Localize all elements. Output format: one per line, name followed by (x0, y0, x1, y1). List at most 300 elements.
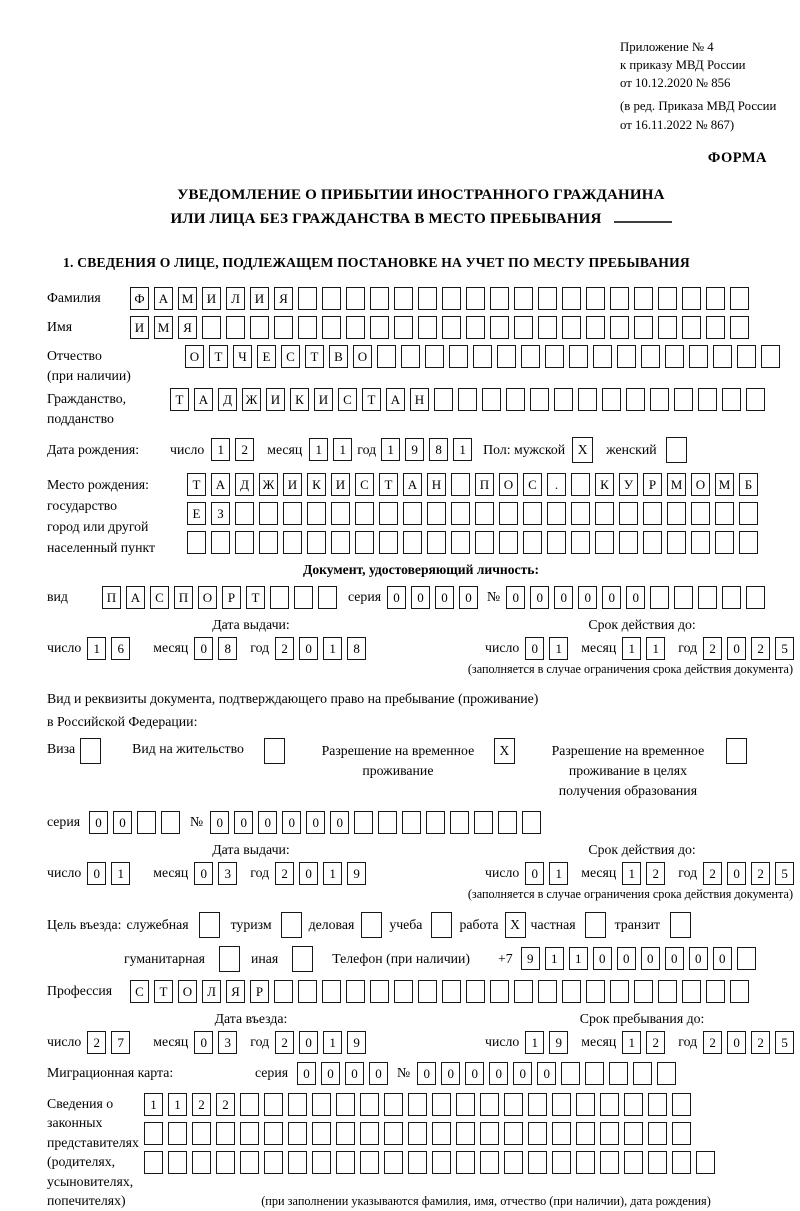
form-cell[interactable]: С (150, 586, 169, 609)
form-cell[interactable] (657, 1062, 676, 1085)
form-cell[interactable]: 0 (369, 1062, 388, 1085)
form-cell[interactable]: 0 (641, 947, 660, 970)
form-cell[interactable]: О (185, 345, 204, 368)
form-cell[interactable]: 0 (441, 1062, 460, 1085)
form-cell[interactable]: 0 (113, 811, 132, 834)
form-cell[interactable] (355, 531, 374, 554)
form-cell[interactable]: С (523, 473, 542, 496)
form-cell[interactable] (600, 1093, 619, 1116)
form-cell[interactable]: 0 (435, 586, 454, 609)
form-cell[interactable] (739, 502, 758, 525)
form-cell[interactable]: 5 (775, 862, 794, 885)
form-cell[interactable] (634, 287, 653, 310)
form-cell[interactable]: Ж (242, 388, 261, 411)
form-cell[interactable]: Е (187, 502, 206, 525)
form-cell[interactable] (634, 980, 653, 1003)
form-cell[interactable] (722, 586, 741, 609)
form-cell[interactable] (427, 531, 446, 554)
form-cell[interactable] (538, 287, 557, 310)
form-cell[interactable]: Е (257, 345, 276, 368)
form-cell[interactable]: 0 (617, 947, 636, 970)
stay-month-cells[interactable] (622, 1031, 670, 1054)
form-cell[interactable] (211, 531, 230, 554)
form-cell[interactable] (331, 502, 350, 525)
residence-valid-day-cells[interactable] (525, 862, 573, 885)
form-cell[interactable] (449, 345, 468, 368)
birthplace-row2-cells[interactable] (187, 502, 763, 525)
form-cell[interactable]: 2 (703, 1031, 722, 1054)
form-cell[interactable] (264, 1151, 283, 1174)
form-cell[interactable] (648, 1093, 667, 1116)
form-cell[interactable] (466, 316, 485, 339)
form-cell[interactable] (346, 980, 365, 1003)
form-cell[interactable]: 0 (282, 811, 301, 834)
form-cell[interactable] (562, 980, 581, 1003)
form-cell[interactable] (617, 345, 636, 368)
form-cell[interactable]: Л (202, 980, 221, 1003)
form-cell[interactable] (626, 388, 645, 411)
form-cell[interactable] (624, 1093, 643, 1116)
form-cell[interactable] (674, 586, 693, 609)
purpose-private-checkbox[interactable] (585, 912, 611, 938)
form-cell[interactable]: 0 (299, 862, 318, 885)
form-cell[interactable] (264, 738, 285, 764)
form-cell[interactable] (379, 502, 398, 525)
form-cell[interactable] (288, 1122, 307, 1145)
representatives-row3-cells[interactable] (144, 1151, 720, 1174)
form-cell[interactable] (595, 502, 614, 525)
form-cell[interactable] (384, 1122, 403, 1145)
form-cell[interactable] (450, 811, 469, 834)
form-cell[interactable] (264, 1122, 283, 1145)
form-cell[interactable]: . (547, 473, 566, 496)
form-cell[interactable] (474, 811, 493, 834)
form-cell[interactable] (595, 531, 614, 554)
purpose-transit-checkbox[interactable] (670, 912, 696, 938)
form-cell[interactable] (394, 316, 413, 339)
form-cell[interactable] (379, 531, 398, 554)
form-cell[interactable] (610, 316, 629, 339)
form-cell[interactable]: 2 (703, 637, 722, 660)
form-cell[interactable] (298, 287, 317, 310)
form-cell[interactable]: 1 (111, 862, 130, 885)
form-cell[interactable]: 6 (111, 637, 130, 660)
form-cell[interactable]: 0 (321, 1062, 340, 1085)
form-cell[interactable] (545, 345, 564, 368)
form-cell[interactable]: 1 (622, 1031, 641, 1054)
form-cell[interactable] (562, 287, 581, 310)
form-cell[interactable] (706, 316, 725, 339)
form-cell[interactable]: 0 (299, 1031, 318, 1054)
form-cell[interactable] (682, 287, 701, 310)
form-cell[interactable] (307, 502, 326, 525)
form-cell[interactable] (168, 1122, 187, 1145)
form-cell[interactable] (480, 1151, 499, 1174)
female-checkbox[interactable] (666, 437, 692, 463)
form-cell[interactable]: 1 (144, 1093, 163, 1116)
form-cell[interactable] (432, 1122, 451, 1145)
form-cell[interactable] (610, 980, 629, 1003)
form-cell[interactable] (586, 316, 605, 339)
form-cell[interactable]: 0 (345, 1062, 364, 1085)
form-cell[interactable] (521, 345, 540, 368)
form-cell[interactable] (202, 316, 221, 339)
form-cell[interactable] (312, 1122, 331, 1145)
form-cell[interactable]: Т (379, 473, 398, 496)
form-cell[interactable]: Т (187, 473, 206, 496)
form-cell[interactable]: 3 (218, 862, 237, 885)
form-cell[interactable] (361, 912, 382, 938)
form-cell[interactable]: 1 (622, 637, 641, 660)
form-cell[interactable]: 0 (194, 1031, 213, 1054)
form-cell[interactable] (240, 1151, 259, 1174)
form-cell[interactable] (672, 1151, 691, 1174)
form-cell[interactable]: 0 (89, 811, 108, 834)
form-cell[interactable] (384, 1093, 403, 1116)
form-cell[interactable] (144, 1122, 163, 1145)
form-cell[interactable] (490, 980, 509, 1003)
form-cell[interactable]: 0 (506, 586, 525, 609)
form-cell[interactable]: М (715, 473, 734, 496)
form-cell[interactable] (442, 316, 461, 339)
form-cell[interactable]: Б (739, 473, 758, 496)
form-cell[interactable] (586, 980, 605, 1003)
form-cell[interactable] (434, 388, 453, 411)
form-cell[interactable] (650, 388, 669, 411)
form-cell[interactable] (530, 388, 549, 411)
entry-year-cells[interactable] (275, 1031, 371, 1054)
form-cell[interactable] (418, 316, 437, 339)
form-cell[interactable] (336, 1122, 355, 1145)
surname-cells[interactable] (130, 287, 754, 310)
form-cell[interactable]: 0 (210, 811, 229, 834)
form-cell[interactable]: Л (226, 287, 245, 310)
form-cell[interactable] (691, 502, 710, 525)
form-cell[interactable] (473, 345, 492, 368)
form-cell[interactable]: 2 (87, 1031, 106, 1054)
form-cell[interactable] (274, 316, 293, 339)
form-cell[interactable] (259, 531, 278, 554)
form-cell[interactable]: 0 (554, 586, 573, 609)
form-cell[interactable] (336, 1093, 355, 1116)
form-cell[interactable] (696, 1151, 715, 1174)
form-cell[interactable]: 0 (727, 637, 746, 660)
form-cell[interactable] (713, 345, 732, 368)
form-cell[interactable] (456, 1093, 475, 1116)
form-cell[interactable]: 0 (525, 862, 544, 885)
form-cell[interactable]: 1 (309, 438, 328, 461)
form-cell[interactable]: 9 (549, 1031, 568, 1054)
form-cell[interactable]: 0 (602, 586, 621, 609)
residence-issued-day-cells[interactable] (87, 862, 135, 885)
form-cell[interactable] (523, 502, 542, 525)
form-cell[interactable] (730, 980, 749, 1003)
form-cell[interactable] (235, 531, 254, 554)
form-cell[interactable]: А (126, 586, 145, 609)
form-cell[interactable] (475, 502, 494, 525)
form-cell[interactable] (633, 1062, 652, 1085)
identity-issued-year-cells[interactable] (275, 637, 371, 660)
form-cell[interactable]: 0 (465, 1062, 484, 1085)
form-cell[interactable] (402, 811, 421, 834)
firstname-cells[interactable] (130, 316, 754, 339)
form-cell[interactable] (322, 287, 341, 310)
form-cell[interactable] (585, 1062, 604, 1085)
form-cell[interactable]: Я (274, 287, 293, 310)
form-cell[interactable] (706, 287, 725, 310)
form-cell[interactable] (648, 1122, 667, 1145)
identity-valid-month-cells[interactable] (622, 637, 670, 660)
form-cell[interactable] (298, 316, 317, 339)
form-cell[interactable] (377, 345, 396, 368)
citizenship-cells[interactable] (170, 388, 770, 411)
form-cell[interactable] (288, 1151, 307, 1174)
form-cell[interactable] (346, 316, 365, 339)
form-cell[interactable]: 2 (646, 1031, 665, 1054)
birth-day-cells[interactable] (211, 438, 259, 461)
identity-issued-month-cells[interactable] (194, 637, 242, 660)
form-cell[interactable] (451, 531, 470, 554)
form-cell[interactable]: 1 (381, 438, 400, 461)
form-cell[interactable] (394, 287, 413, 310)
form-cell[interactable]: О (198, 586, 217, 609)
form-cell[interactable]: 0 (727, 1031, 746, 1054)
form-cell[interactable]: К (290, 388, 309, 411)
form-cell[interactable] (292, 946, 313, 972)
form-cell[interactable]: 1 (323, 862, 342, 885)
form-cell[interactable] (418, 287, 437, 310)
form-cell[interactable]: 1 (333, 438, 352, 461)
form-cell[interactable]: М (178, 287, 197, 310)
form-cell[interactable]: 0 (713, 947, 732, 970)
form-cell[interactable] (576, 1151, 595, 1174)
form-cell[interactable]: 2 (751, 862, 770, 885)
form-cell[interactable] (480, 1122, 499, 1145)
form-cell[interactable] (240, 1093, 259, 1116)
doc-number-cells[interactable] (506, 586, 770, 609)
form-cell[interactable] (451, 502, 470, 525)
form-cell[interactable]: Т (209, 345, 228, 368)
form-cell[interactable] (682, 316, 701, 339)
form-cell[interactable]: Р (250, 980, 269, 1003)
form-cell[interactable]: П (174, 586, 193, 609)
form-cell[interactable] (458, 388, 477, 411)
form-cell[interactable]: А (154, 287, 173, 310)
form-cell[interactable] (523, 531, 542, 554)
form-cell[interactable]: 0 (194, 637, 213, 660)
form-cell[interactable] (199, 912, 220, 938)
form-cell[interactable] (571, 473, 590, 496)
form-cell[interactable] (226, 316, 245, 339)
form-cell[interactable] (674, 388, 693, 411)
form-cell[interactable] (634, 316, 653, 339)
form-cell[interactable]: 3 (218, 1031, 237, 1054)
residence-number-cells[interactable] (210, 811, 546, 834)
birth-year-cells[interactable] (381, 438, 477, 461)
form-cell[interactable]: И (331, 473, 350, 496)
migration-series-cells[interactable] (297, 1062, 393, 1085)
form-cell[interactable] (600, 1151, 619, 1174)
form-cell[interactable]: О (499, 473, 518, 496)
form-cell[interactable] (250, 316, 269, 339)
form-cell[interactable]: 0 (593, 947, 612, 970)
form-cell[interactable] (667, 502, 686, 525)
form-cell[interactable]: 2 (235, 438, 254, 461)
form-cell[interactable]: В (329, 345, 348, 368)
form-cell[interactable] (698, 388, 717, 411)
doc-series-cells[interactable] (387, 586, 483, 609)
form-cell[interactable]: А (194, 388, 213, 411)
form-cell[interactable] (168, 1151, 187, 1174)
form-cell[interactable] (643, 531, 662, 554)
form-cell[interactable]: 9 (347, 862, 366, 885)
form-cell[interactable] (666, 437, 687, 463)
form-cell[interactable] (641, 345, 660, 368)
form-cell[interactable] (490, 316, 509, 339)
form-cell[interactable] (219, 946, 240, 972)
form-cell[interactable] (670, 912, 691, 938)
form-cell[interactable]: 1 (646, 637, 665, 660)
male-checkbox[interactable] (572, 437, 598, 463)
form-cell[interactable] (456, 1151, 475, 1174)
form-cell[interactable]: 0 (525, 637, 544, 660)
purpose-study-checkbox[interactable] (431, 912, 457, 938)
form-cell[interactable] (490, 287, 509, 310)
form-cell[interactable] (144, 1151, 163, 1174)
form-cell[interactable] (360, 1093, 379, 1116)
form-cell[interactable] (192, 1122, 211, 1145)
form-cell[interactable]: Р (643, 473, 662, 496)
form-cell[interactable] (514, 316, 533, 339)
form-cell[interactable]: 2 (192, 1093, 211, 1116)
form-cell[interactable]: К (595, 473, 614, 496)
form-cell[interactable] (294, 586, 313, 609)
form-cell[interactable] (547, 531, 566, 554)
form-cell[interactable] (432, 1151, 451, 1174)
form-cell[interactable] (288, 1093, 307, 1116)
form-cell[interactable] (658, 980, 677, 1003)
form-cell[interactable] (370, 316, 389, 339)
form-cell[interactable] (192, 1151, 211, 1174)
form-cell[interactable]: 1 (569, 947, 588, 970)
form-cell[interactable] (80, 738, 101, 764)
form-cell[interactable]: 0 (258, 811, 277, 834)
form-cell[interactable]: К (307, 473, 326, 496)
form-cell[interactable]: 9 (347, 1031, 366, 1054)
form-cell[interactable]: 0 (297, 1062, 316, 1085)
form-cell[interactable] (274, 980, 293, 1003)
form-cell[interactable]: О (691, 473, 710, 496)
form-cell[interactable]: 0 (489, 1062, 508, 1085)
form-cell[interactable]: 0 (537, 1062, 556, 1085)
form-cell[interactable]: 0 (299, 637, 318, 660)
form-cell[interactable]: Т (246, 586, 265, 609)
form-cell[interactable]: 0 (578, 586, 597, 609)
form-cell[interactable] (552, 1151, 571, 1174)
form-cell[interactable]: О (353, 345, 372, 368)
representatives-row2-cells[interactable] (144, 1122, 720, 1145)
form-cell[interactable]: 5 (775, 1031, 794, 1054)
form-cell[interactable] (689, 345, 708, 368)
form-cell[interactable]: 5 (775, 637, 794, 660)
form-cell[interactable] (480, 1093, 499, 1116)
purpose-official-checkbox[interactable] (199, 912, 225, 938)
form-cell[interactable]: А (403, 473, 422, 496)
form-cell[interactable] (504, 1093, 523, 1116)
form-cell[interactable] (624, 1122, 643, 1145)
form-cell[interactable]: X (494, 738, 515, 764)
form-cell[interactable] (578, 388, 597, 411)
form-cell[interactable]: 0 (194, 862, 213, 885)
form-cell[interactable]: 9 (405, 438, 424, 461)
form-cell[interactable] (482, 388, 501, 411)
residence-issued-year-cells[interactable] (275, 862, 371, 885)
form-cell[interactable]: Ч (233, 345, 252, 368)
form-cell[interactable]: 9 (521, 947, 540, 970)
form-cell[interactable]: Д (218, 388, 237, 411)
form-cell[interactable] (658, 287, 677, 310)
form-cell[interactable] (715, 531, 734, 554)
identity-valid-day-cells[interactable] (525, 637, 573, 660)
form-cell[interactable] (336, 1151, 355, 1174)
form-cell[interactable]: 1 (525, 1031, 544, 1054)
form-cell[interactable] (378, 811, 397, 834)
form-cell[interactable] (322, 316, 341, 339)
form-cell[interactable]: 0 (387, 586, 406, 609)
form-cell[interactable]: И (314, 388, 333, 411)
form-cell[interactable]: Я (178, 316, 197, 339)
form-cell[interactable] (506, 388, 525, 411)
form-cell[interactable] (475, 531, 494, 554)
purpose-humanitarian-checkbox[interactable] (219, 946, 245, 972)
form-cell[interactable]: 0 (411, 586, 430, 609)
form-cell[interactable]: А (386, 388, 405, 411)
form-cell[interactable] (746, 586, 765, 609)
form-cell[interactable] (425, 345, 444, 368)
form-cell[interactable] (593, 345, 612, 368)
form-cell[interactable] (619, 502, 638, 525)
form-cell[interactable] (401, 345, 420, 368)
form-cell[interactable] (619, 531, 638, 554)
form-cell[interactable]: 1 (168, 1093, 187, 1116)
form-cell[interactable] (161, 811, 180, 834)
form-cell[interactable] (737, 345, 756, 368)
form-cell[interactable] (648, 1151, 667, 1174)
form-cell[interactable]: 0 (306, 811, 325, 834)
form-cell[interactable] (730, 287, 749, 310)
form-cell[interactable]: 8 (429, 438, 448, 461)
form-cell[interactable] (346, 287, 365, 310)
form-cell[interactable] (672, 1093, 691, 1116)
entry-month-cells[interactable] (194, 1031, 242, 1054)
form-cell[interactable] (730, 316, 749, 339)
form-cell[interactable] (552, 1093, 571, 1116)
form-cell[interactable] (312, 1093, 331, 1116)
form-cell[interactable] (528, 1151, 547, 1174)
doc-kind-cells[interactable] (102, 586, 342, 609)
form-cell[interactable]: З (211, 502, 230, 525)
form-cell[interactable]: 0 (665, 947, 684, 970)
form-cell[interactable]: 2 (275, 637, 294, 660)
form-cell[interactable]: 8 (347, 637, 366, 660)
form-cell[interactable] (528, 1122, 547, 1145)
form-cell[interactable] (715, 502, 734, 525)
birthplace-row1-cells[interactable] (187, 473, 763, 496)
form-cell[interactable] (283, 531, 302, 554)
form-cell[interactable] (547, 502, 566, 525)
form-cell[interactable] (554, 388, 573, 411)
temp-residence-checkbox[interactable] (494, 738, 520, 764)
